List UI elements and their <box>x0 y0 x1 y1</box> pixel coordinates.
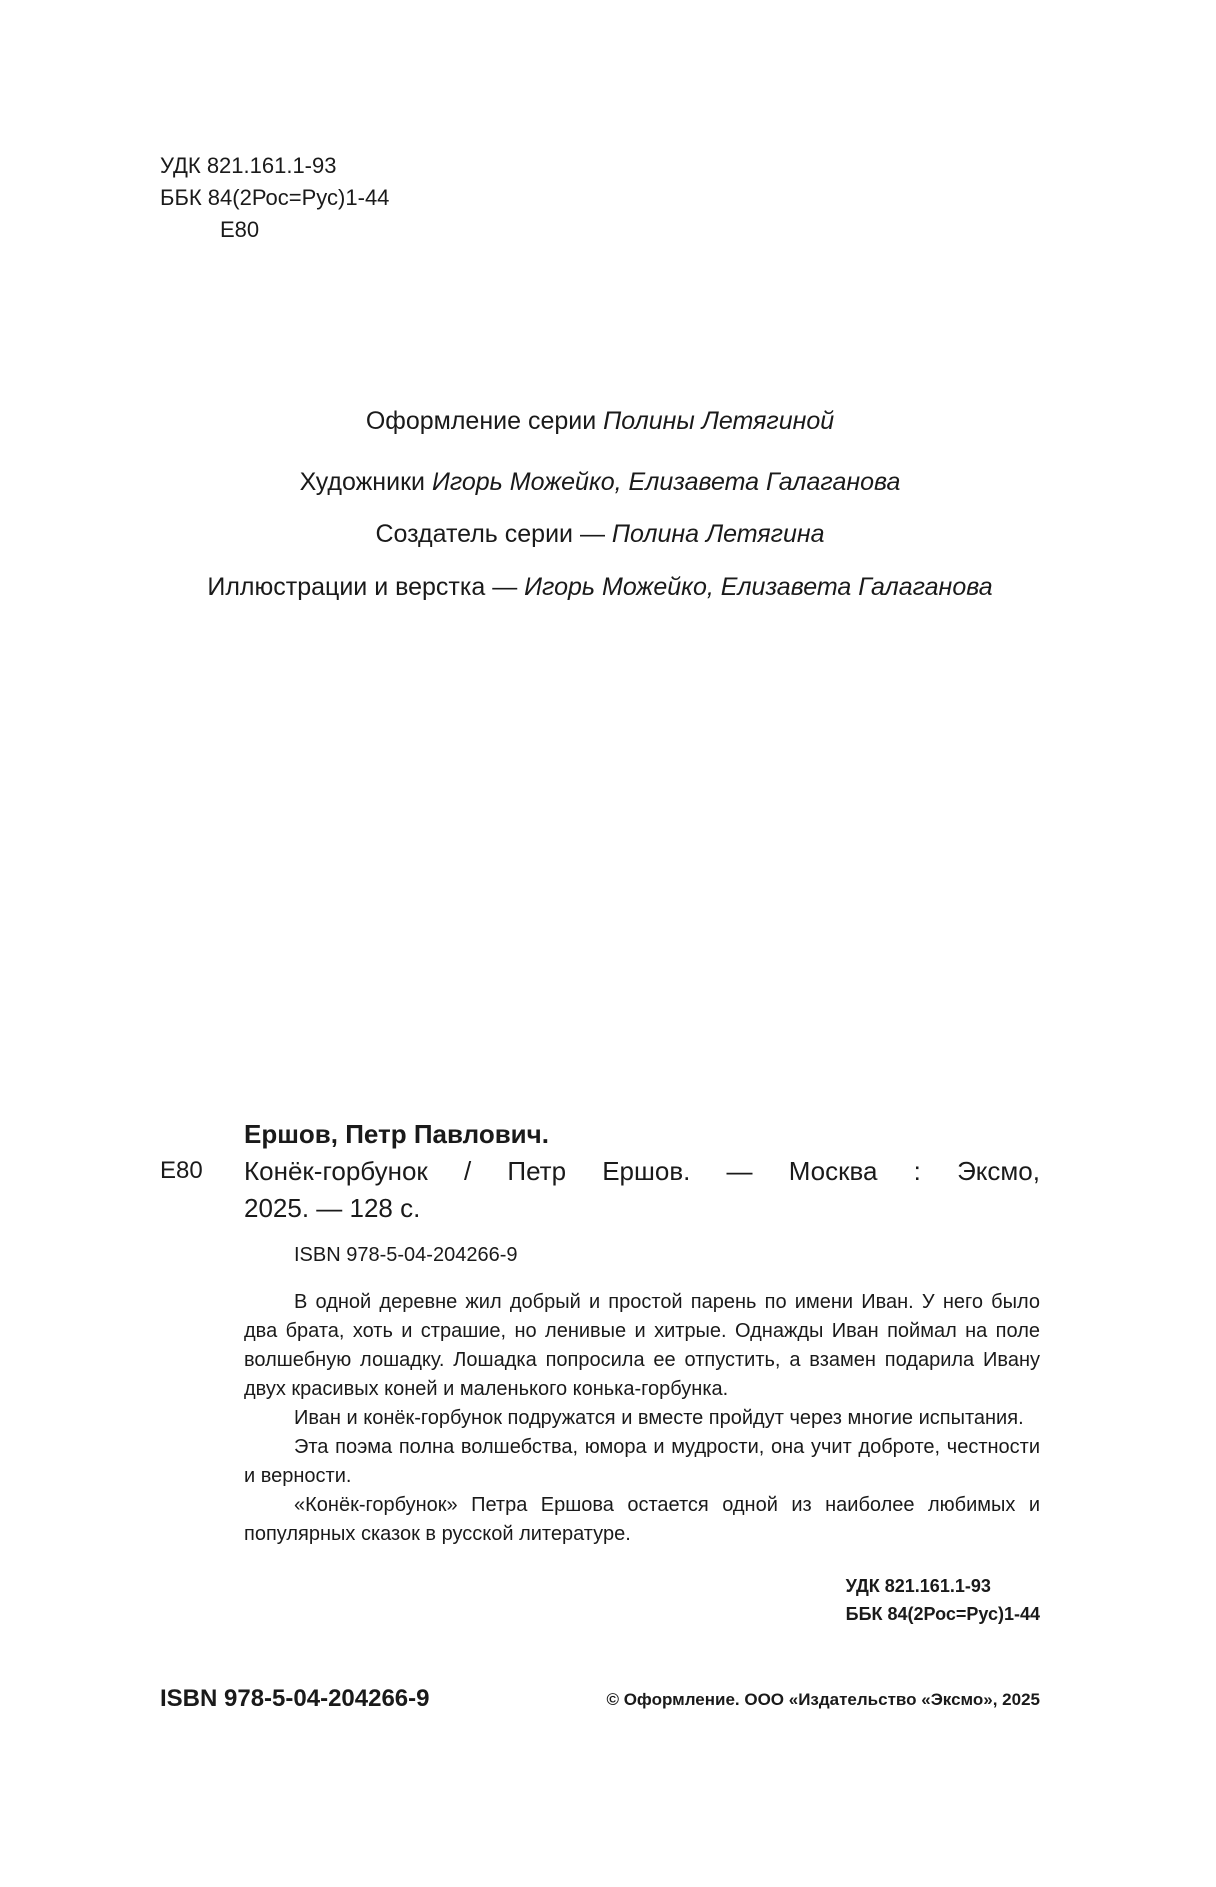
credit-role: Оформление серии <box>365 407 597 435</box>
annotation <box>244 1288 1040 1549</box>
credit-role: Создатель серии — <box>375 520 605 548</box>
entry-code: Е80 <box>160 1157 203 1184</box>
credit-name: Полины Летягиной <box>603 407 835 435</box>
bbk-code-right: ББК 84(2Рос=Рус)1-44 <box>845 1604 1040 1624</box>
classification-right <box>846 1572 1040 1628</box>
footer-isbn: ISBN 978-5-04-204266-9 <box>160 1685 430 1712</box>
entry-author: Ершов, Петр Павлович. <box>244 1119 549 1149</box>
credit-role: Иллюстрации и верстка — <box>207 573 518 601</box>
credit-series-design <box>0 406 1208 436</box>
annotation-paragraph: Эта поэма полна волшебства, юмора и мудрости, она учит доброте, честности и верности. <box>244 1436 1040 1487</box>
credit-artists <box>0 467 1208 497</box>
credit-role: Художники <box>299 468 425 496</box>
annotation-paragraph: «Конёк-горбунок» Петра Ершова остается одной из наиболее любимых и популярных сказок в русской литературе. <box>244 1494 1040 1545</box>
bbk-code: ББК 84(2Рос=Рус)1-44 <box>160 185 390 210</box>
credit-series-creator <box>0 519 1208 549</box>
author-code: Е80 <box>220 217 260 242</box>
entry-title-line1: Конёк-горбунок / Петр Ершов. — Москва : Эксмо, <box>244 1156 1040 1186</box>
credit-name: Игорь Можейко, Елизавета Галаганова <box>524 573 993 601</box>
annotation-paragraph: Иван и конёк-горбунок подружатся и вместе пройдут через многие испытания. <box>294 1407 1024 1429</box>
credit-name: Полина Летягина <box>611 520 825 548</box>
credit-name: Игорь Можейко, Елизавета Галаганова <box>431 468 901 496</box>
entry-title-line2: 2025. — 128 с. <box>244 1193 421 1223</box>
credit-illustrations <box>0 572 1208 602</box>
udk-code: УДК 821.161.1-93 <box>160 153 337 178</box>
udk-code-right: УДК 821.161.1-93 <box>845 1576 991 1596</box>
annotation-paragraph: В одной деревне жил добрый и простой парень по имени Иван. У него было два брата, хоть и страшие, но ленивые и хитрые. Однажды Иван поймал на поле волшебную лошадку. Лошадка попросила ее отпустить, а взамен подарила Ивану двух красивых коней и маленького конька-горбунка. <box>244 1291 1040 1400</box>
footer-copyright: © Оформление. ООО «Издательство «Эксмо», 2025 <box>606 1690 1040 1709</box>
entry-isbn: ISBN 978-5-04-204266-9 <box>294 1244 518 1266</box>
